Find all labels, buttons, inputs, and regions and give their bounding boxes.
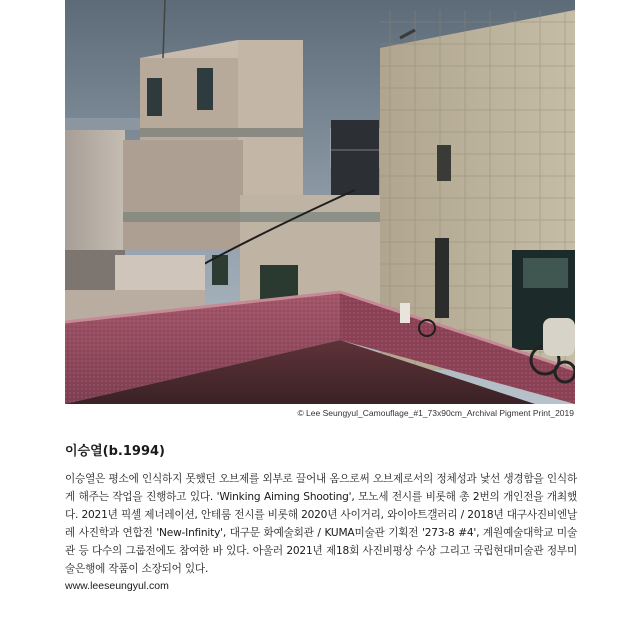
artist-name: 이승열(b.1994) <box>65 444 165 459</box>
artist-bio: 이승열은 평소에 인식하지 못했던 오브제를 외부로 끌어내 옴으로써 오브제로서의 정체성과 낯선 생경함을 인식하게 해주는 작업을 진행하고 있다. 'Winking Aiming Shooting', 모노세 전시를 비롯해 총 2번의 개인전을 개최했다. 2021년 픽셀 제너레이션, 안테룸 전시를 비롯해 2020년 사이거리, 와이아트갤러리 / 2018년 대구사진비엔날레 사진학과 연합전 'New-Infinity', 대구문 화예술회관 / KUMA미술관 기획전 '273-8 #4', 계원예술대학교 미술관 등 다수의 그룹전에도 참여한 바 있다. 아울러 2021년 제18회 사진비평상 수상 그리고 국립현대미술관 정부미술은행에 작품이 소장되어 있다. <box>65 473 577 575</box>
artwork-caption: © Lee Seungyul_Camouflage_#1_73x90cm_Archival Pigment Print_2019 <box>297 408 574 418</box>
artist-website-link[interactable]: www.leeseungyul.com <box>65 580 169 592</box>
artwork-photo <box>65 0 575 404</box>
